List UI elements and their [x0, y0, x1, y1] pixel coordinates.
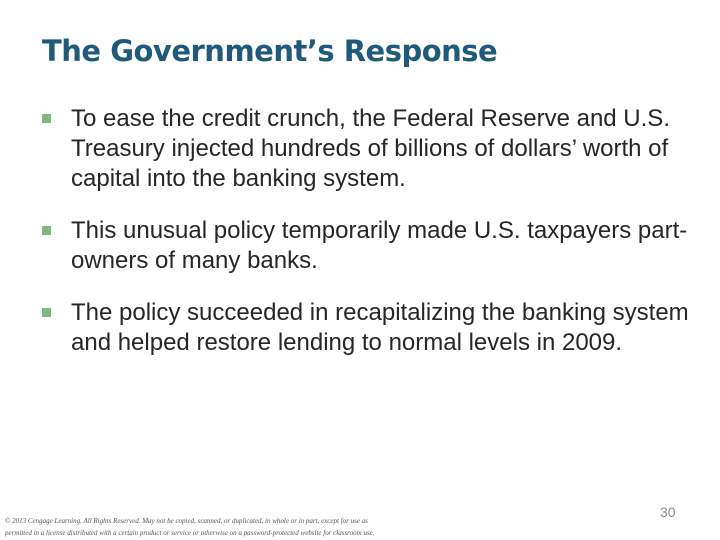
slide-title: The Government’s Response	[42, 34, 498, 68]
bullet-text: The policy succeeded in recapitalizing the banking system and helped restore lending to normal levels in 2009.	[71, 299, 689, 356]
copyright-line: © 2013 Cengage Learning. All Rights Reserved. May not be copied, scanned, or duplicated, in whole or in part, except for use as	[5, 517, 368, 525]
square-bullet-icon	[42, 226, 51, 235]
page-number: 30	[660, 504, 676, 520]
bullet-item	[42, 216, 692, 276]
copyright-line: permitted in a license distributed with a certain product or service or otherwise on a password-protected website for classroom use.	[5, 529, 375, 537]
bullet-text: This unusual policy temporarily made U.S. taxpayers part-owners of many banks.	[71, 217, 688, 274]
bullet-list	[42, 104, 692, 358]
bullet-item	[42, 298, 692, 358]
square-bullet-icon	[42, 308, 51, 317]
copyright-notice	[5, 515, 445, 539]
square-bullet-icon	[42, 114, 51, 123]
bullet-text: To ease the credit crunch, the Federal Reserve and U.S. Treasury injected hundreds of billions of dollars’ worth of capital into the banking system.	[71, 105, 670, 192]
bullet-item	[42, 104, 692, 194]
